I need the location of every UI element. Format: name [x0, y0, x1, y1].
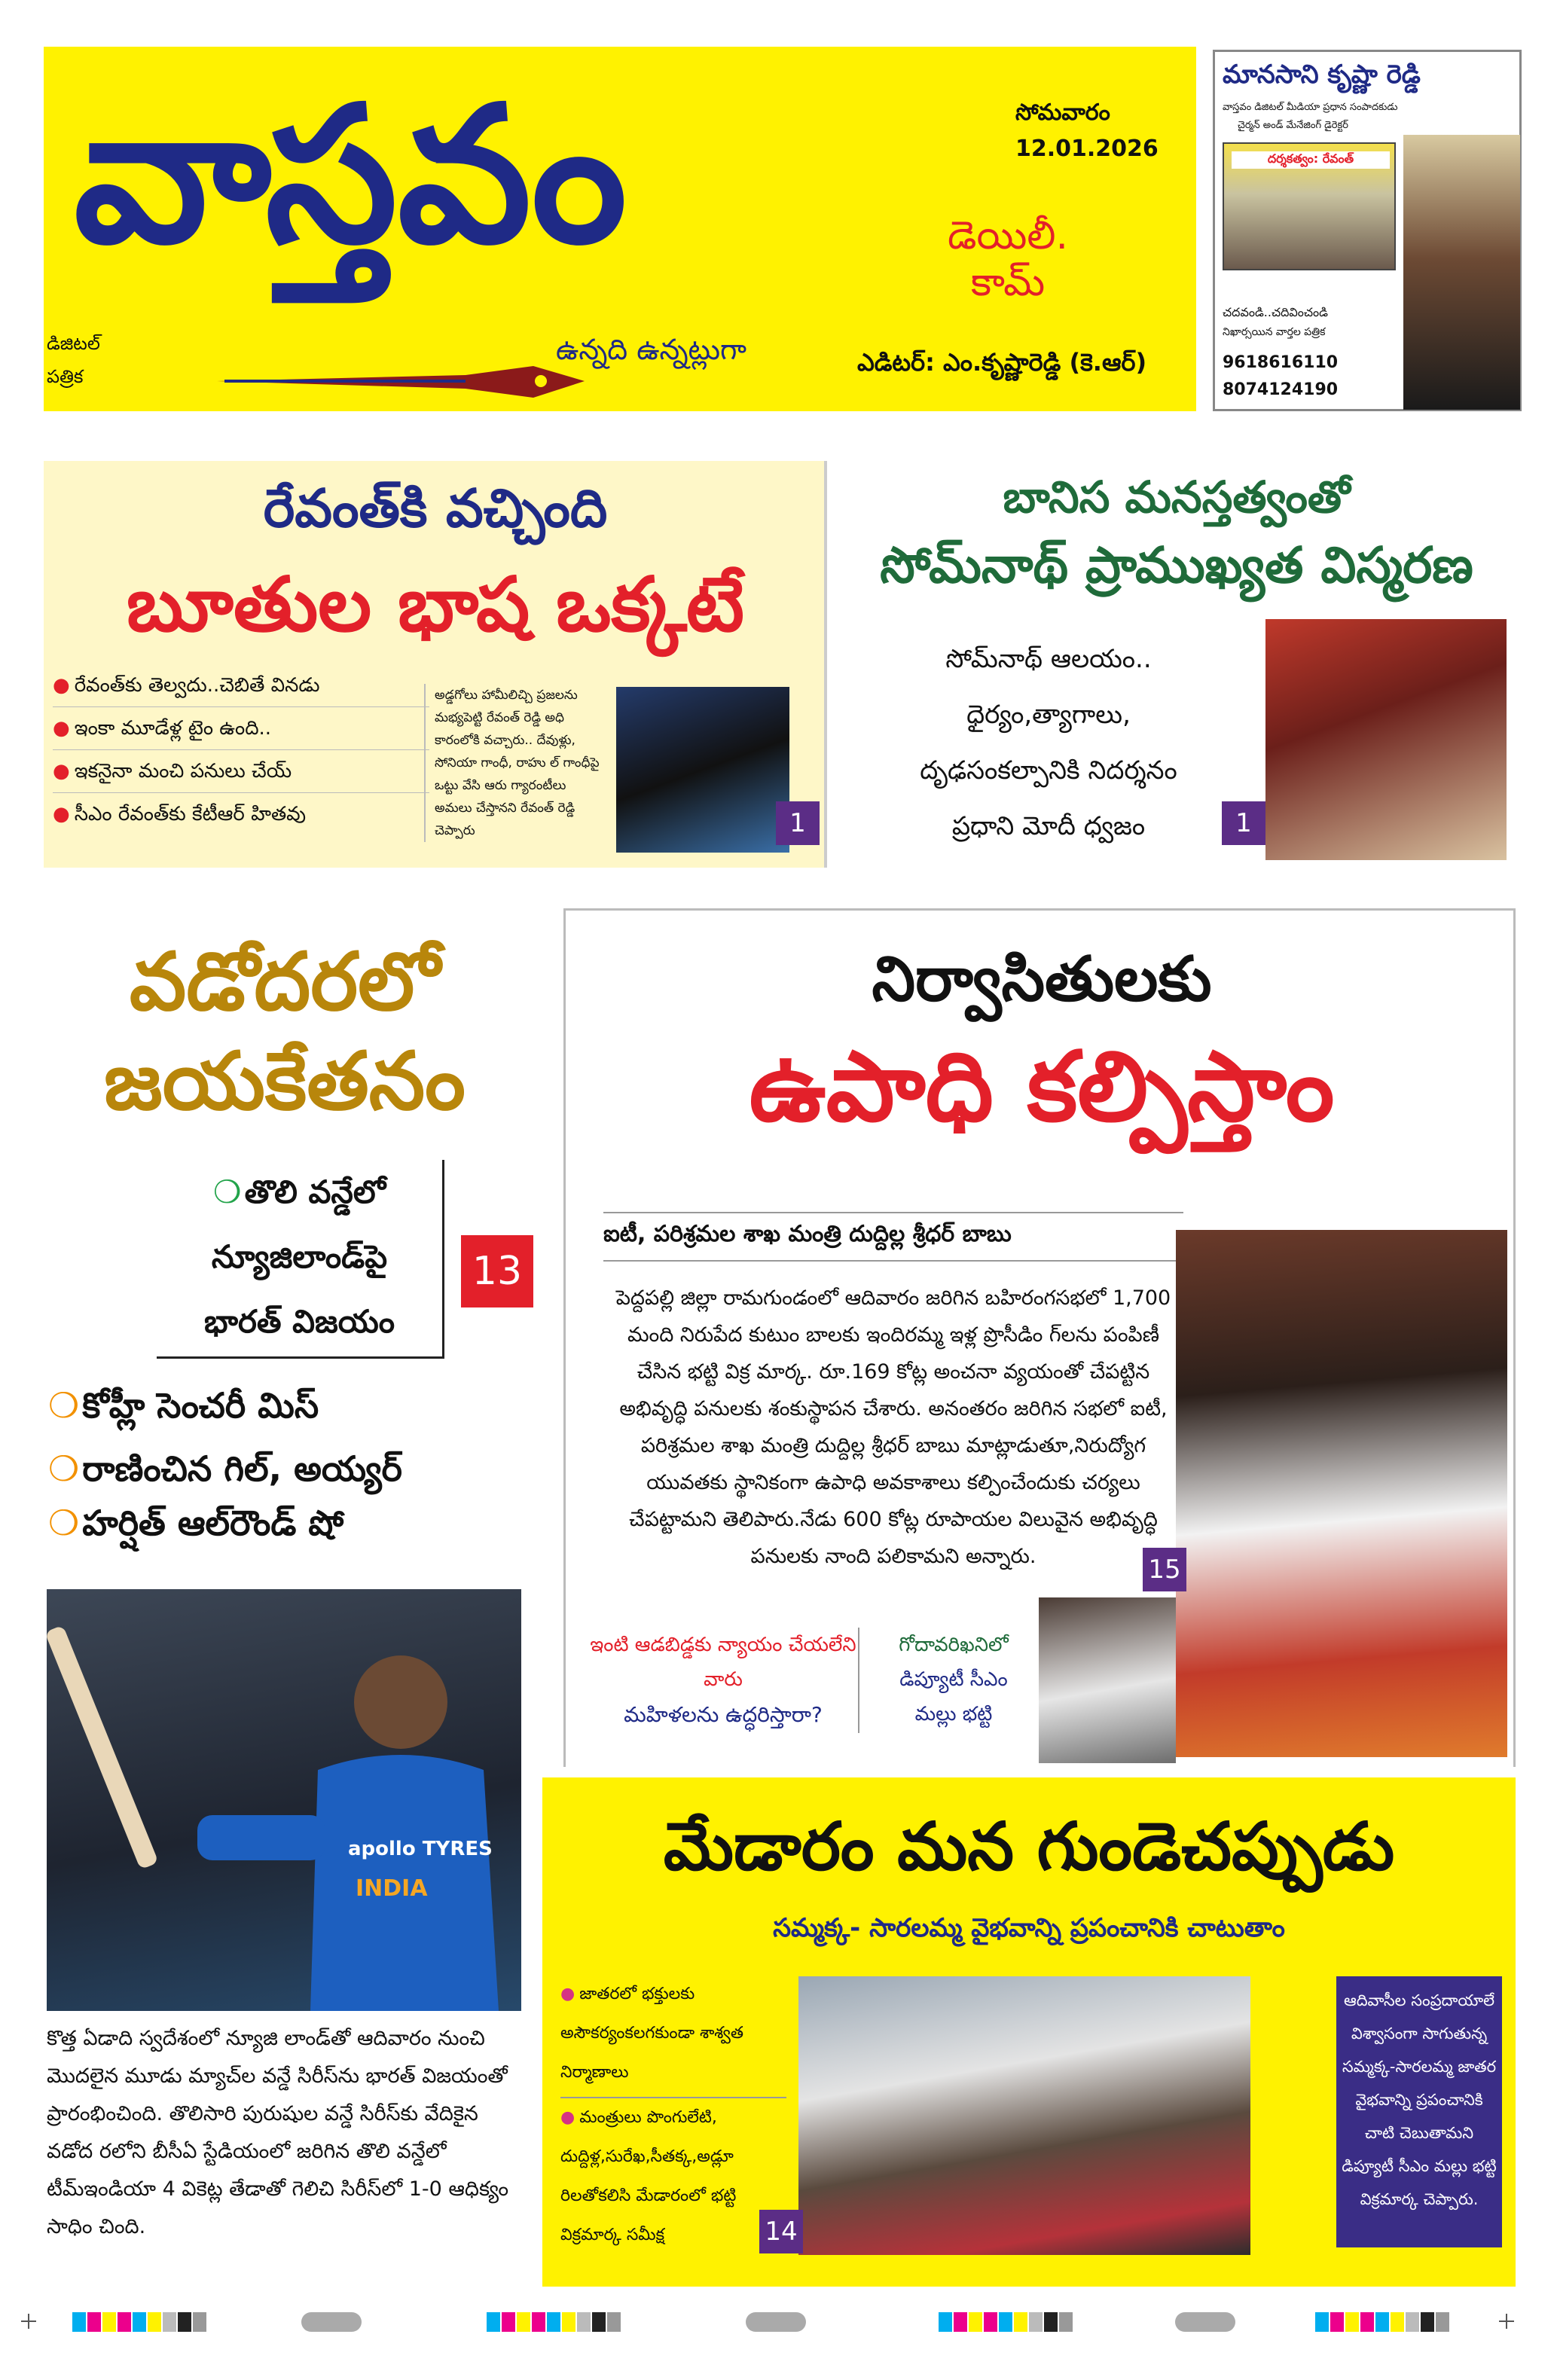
- cricket-bullet: ❍ హర్షిత్ ఆల్‌రౌండ్ షో: [48, 1496, 523, 1550]
- story-cricket: [44, 920, 526, 2321]
- sridhar-byline: ఐటీ, పరిశ్రమల శాఖ మంత్రి దుద్దిల్ల శ్రీధర్ బాబు: [603, 1212, 1183, 1262]
- somnath-kicker: బానిస మనస్తత్వంతో: [1003, 471, 1351, 523]
- somnath-line: సోమ్‌నాథ్ ఆలయం..: [945, 644, 1152, 674]
- ad-name: మానసాని కృష్ణా రెడ్డి: [1223, 60, 1421, 90]
- ktr-kicker: రేవంత్‌కి వచ్చింది: [263, 478, 608, 539]
- somnath-photo: [1265, 619, 1507, 860]
- ad-portrait: [1403, 135, 1520, 410]
- sub2-line: గోదావరిఖనిలో: [899, 1634, 1009, 1656]
- sridhar-sub-2: [875, 1628, 1033, 1732]
- sub2-line: మల్లు భట్టి: [914, 1703, 993, 1726]
- medaram-bullet: ● జాతరలో భక్తులకు అసౌకర్యంకలగకుండా శాశ్వత నిర్మాణాలు: [560, 1975, 786, 2098]
- ad-slogan: చదవండి..చదివించండి: [1223, 305, 1329, 319]
- somnath-lines: [845, 631, 1252, 854]
- medaram-side-box: ఆదివాసీల సంప్రదాయాలే విశ్వాసంగా సాగుతున్న సమ్మక్క-సారలమ్మ జాతర వైభవాన్ని ప్రపంచానికి చాటి చెబుతామని డిప్యూటీ సీఎం మల్లు భట్టి విక్రమార్క చెప్పారు.: [1336, 1976, 1502, 2247]
- cricket-bullets: [48, 1369, 523, 1550]
- medaram-headline: మేడారం మన గుండెచప్పుడు: [663, 1808, 1395, 1885]
- somnath-line: ప్రధాని మోదీ ధ్వజం: [951, 811, 1146, 841]
- editor-ad: [1213, 50, 1522, 411]
- story-medaram: [542, 1777, 1516, 2287]
- registration-marks-icon: [0, 2305, 1557, 2365]
- ktr-bullets: [53, 664, 429, 835]
- medaram-bullet: ● మంత్రులు పొంగులేటి, దుద్దిళ్ల,సురేఖ,సీతక్క,అడ్లూ రిలతోకలిసి మేడారంలో భట్టి విక్రమార్క సమీక్ష: [560, 2098, 786, 2255]
- ktr-bullet: ● ఇకనైనా మంచి పనులు చేయ్: [53, 750, 429, 793]
- jersey-team: INDIA: [356, 1875, 428, 1902]
- issue-day: సోమవారం: [1015, 99, 1110, 126]
- ad-phone-2: 8074124190: [1223, 380, 1339, 399]
- cricket-bullet: ❍ రాణించిన గిల్, అయ్యర్: [48, 1442, 523, 1496]
- kohli-photo: [47, 1589, 521, 2011]
- cricket-headline-1: వడోదరలో: [129, 935, 441, 1028]
- patrika-label: పత్రిక: [47, 366, 84, 387]
- digital-label: డిజిటల్: [47, 333, 100, 354]
- ktr-page-badge: 1: [776, 801, 820, 845]
- ktr-bullet: ● రేవంత్‌కు తెల్వదు..చెబితే వినడు: [53, 664, 429, 707]
- sub1-text: ఇంటి ఆడబిడ్డకు న్యాయం చేయలేని వారు: [590, 1634, 856, 1691]
- sridhar-body: పెద్దపల్లి జిల్లా రామగుండంలో ఆదివారం జరిగిన బహిరంగసభలో 1,700 మంది నిరుపేద కుటుం బాలకు ఇందిరమ్మ ఇళ్ల ప్రొసీడిం గ్‌లను పంపిణీ చేసిన భట్టి విక్ర మార్క. రూ.169 కోట్ల అంచనా వ్యయంతో చేపట్టిన అభివృద్ధి పనులకు శంకుస్థాపన చేశారు. అనంతరం జరిగిన సభలో ఐటీ, పరిశ్రమల శాఖ మంత్రి దుద్దిల్ల శ్రీధర్ బాబు మాట్లాడుతూ,నిరుద్యోగ యువతకు స్థానికంగా ఉపాధి అవకాశాలు కల్పించేందుకు చర్యలు చేపట్టామని తెలిపారు.నేడు 600 కోట్ల రూపాయల విలువైన అభివృద్ధి పనులకు నాంది పలికామని అన్నారు.: [615, 1286, 1171, 1568]
- sridhar-headline: ఉపాధి కల్పిస్తాం: [749, 1031, 1335, 1143]
- ad-poster-title: దర్శకత్వం: రేవంత్: [1232, 151, 1390, 169]
- somnath-line: దృఢసంకల్పానికి నిదర్శనం: [920, 755, 1177, 786]
- editor-credit: ఎడిటర్: ఎం.కృష్ణారెడ్డి (కె.ఆర్): [857, 348, 1147, 377]
- story-sridhar: [563, 908, 1516, 1767]
- issue-date: 12.01.2026: [1015, 136, 1159, 162]
- batter-figure-icon: [47, 1589, 521, 2011]
- cricket-boxed-points: [157, 1160, 444, 1359]
- story-somnath: [838, 461, 1516, 868]
- ktr-bullet: ● సీఎం రేవంత్‌కు కేటీఆర్ హితవు: [53, 793, 429, 835]
- cricket-bullet: ❍ కోహ్లీ సెంచరీ మిస్: [48, 1369, 523, 1442]
- ktr-body: అడ్డగోలు హామీలిచ్చి ప్రజలను మభ్యపెట్టి రేవంత్ రెడ్డి అధి కారంలోకి వచ్చారు.. దేవుళ్లు, సోనియా గాంధీ, రాహు ల్ గాంధీపై ఒట్టు వేసి ఆరు గ్యారంటీలు అమలు చేస్తానని రేవంత్ రెడ్డి చెప్పారు: [424, 684, 605, 842]
- ktr-photo: [616, 687, 789, 853]
- ad-poster: [1223, 142, 1396, 270]
- ad-line1: వాస్తవం డిజిటల్ మీడియా ప్రధాన సంపాదకుడు: [1223, 102, 1398, 113]
- cricket-boxed-line: ❍ తొలి వన్డేలో: [157, 1160, 442, 1225]
- pen-nib-icon: [217, 355, 586, 408]
- bhatti-photo: [1039, 1597, 1176, 1763]
- tagline: ఉన్నది ఉన్నట్లుగా: [556, 333, 746, 366]
- medaram-sub: సమ్మక్క- సారలమ్మ వైభవాన్ని ప్రపంచానికి చాటుతాం: [773, 1913, 1285, 1943]
- medaram-page-badge: 14: [759, 2210, 803, 2253]
- ktr-headline: బూతుల భాష ఒక్కటే: [127, 560, 744, 648]
- cricket-boxed-line: భారత్ విజయం: [203, 1303, 395, 1340]
- cricket-body: కొత్త ఏడాది స్వదేశంలో న్యూజి లాండ్‌తో ఆదివారం నుంచి మొదలైన మూడు మ్యాచ్‌ల వన్డే సిరీస్‌ను భారత్ విజయంతో ప్రారంభించింది. తొలిసారి పురుషుల వన్డే సిరీస్‌కు వేదికైన వడోద రలోని బీసీఏ స్టేడియంలో జరిగిన తొలి వన్డేలో టీమ్‌ఇండియా 4 వికెట్ల తేడాతో గెలిచి సిరీస్‌లో 1-0 ఆధిక్యం సాధిం చింది.: [47, 2027, 509, 2238]
- print-color-bar: [0, 2305, 1557, 2365]
- sub2-line: డిప్యూటీ సీఎం: [899, 1668, 1008, 1691]
- ad-phone-1: 9618616110: [1223, 353, 1339, 372]
- masthead: [44, 47, 1196, 411]
- somnath-headline: సోమ్‌నాథ్ ప్రాముఖ్యత విస్మరణ: [880, 536, 1473, 594]
- sridhar-sub-1: [588, 1628, 859, 1733]
- medaram-bullets: [560, 1975, 786, 2255]
- medaram-photo: [798, 1976, 1250, 2255]
- sridhar-kicker: నిర్వాసితులకు: [872, 944, 1212, 1015]
- daily-com-label: డెయిలీ. కామ్: [948, 213, 1068, 305]
- somnath-line: ధైర్యం,త్యాగాలు,: [966, 700, 1131, 730]
- ad-line2: చైర్మన్ అండ్ మేనేజింగ్ డైరెక్టర్: [1238, 120, 1348, 131]
- masthead-title: వాస్తవం: [74, 66, 627, 285]
- story-ktr: [44, 461, 827, 868]
- cricket-boxed-line: న్యూజిలాండ్‌పై: [211, 1238, 388, 1275]
- sub1-highlight: మహిళలను ఉద్ధరిస్తారా?: [624, 1702, 823, 1727]
- sridhar-page-badge: 15: [1143, 1548, 1186, 1591]
- sridhar-photo: [1176, 1230, 1507, 1757]
- jersey-brand: apollo TYRES: [348, 1838, 493, 1860]
- ktr-bullet: ● ఇంకా మూడేళ్ల టైం ఉంది..: [53, 707, 429, 750]
- somnath-page-badge: 1: [1222, 801, 1265, 845]
- cricket-headline-2: జయకేతనం: [104, 1035, 466, 1127]
- ad-sub: నిఖార్సయిన వార్తల పత్రిక: [1223, 326, 1326, 338]
- cricket-page-badge: 13: [461, 1235, 533, 1307]
